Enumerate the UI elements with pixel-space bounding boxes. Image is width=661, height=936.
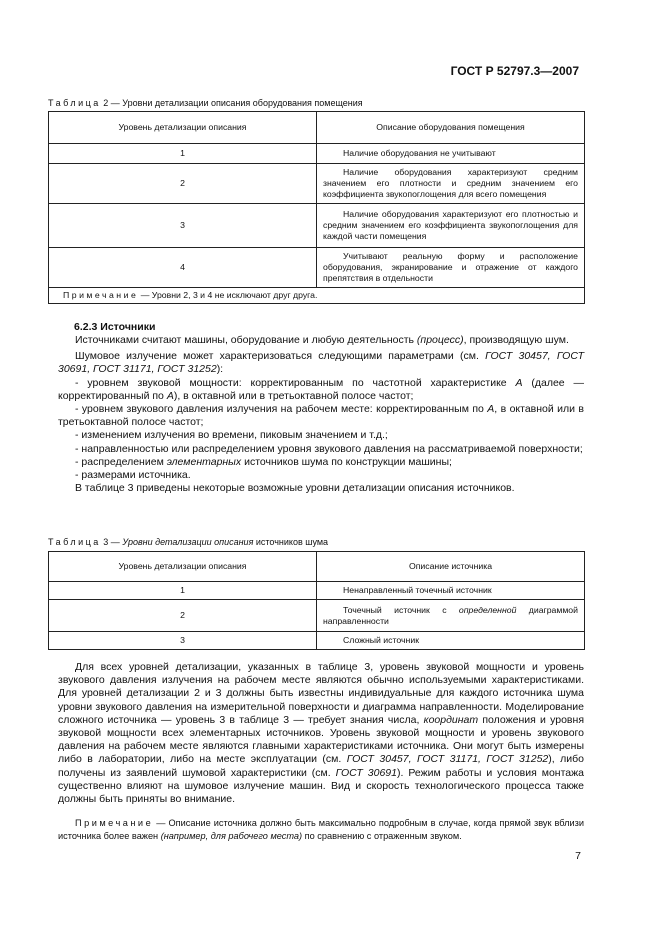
- table3-header-desc: Описание источника: [317, 552, 585, 582]
- table3: [48, 551, 585, 650]
- table-row: 2 Наличие оборудования характеризуют средним значением его плотности и средним значением его коэффициента звукопоглощения для всего помещения: [49, 164, 585, 204]
- table2: [48, 111, 585, 304]
- table3-caption: Таблица 3 — Уровни детализации описания источников шума: [48, 537, 329, 547]
- table2-header-level: Уровень детализации описания: [49, 112, 317, 144]
- final-paragraph: Для всех уровней детализации, указанных в таблице 3, уровень звуковой мощности и уровень звукового давления излучения на рабочем месте являются обычно используемыми характеристиками. Для уровней детализации 2 и 3 должны быть известны индивидуальные для каждого источника шума уровни звукового давления на измерительной поверхности и диаграмма направленности. Моделирование сложного источника — уровень 3 в таблице 3 — требует знания числа, координат положения и уровня звуковой мощности всех элементарных источников. Уровень звуковой мощности и уровень звукового давления на рабочем месте являются главными характеристиками источника. Они могут быть измерены либо в лаборатории, либо на месте эксплуатации (см. ГОСТ 30457, ГОСТ 31171, ГОСТ 31252), либо получены из заявлений шумовой характеристики (см. ГОСТ 30691). Режим работы и условия монтажа существенно влияют на шумовое излучение машин. Вид и скорость технологического процесса также должны быть приняты во внимание.: [58, 661, 585, 806]
- document-code: ГОСТ Р 52797.3—2007: [450, 64, 579, 78]
- table2-header-desc: Описание оборудования помещения: [317, 112, 585, 144]
- sources-text: Источниками считают машины, оборудование и любую деятельность (процесс), производящую шум. Шумовое излучение может характеризоваться следующими параметрами (см. ГОСТ 30457, ГОСТ 30691, ГОСТ 31171, ГОСТ 31252): - уровнем звуковой мощности: корректированным по частотной характеристике А (далее — корректированный по А), в октавной или в третьоктавной полосе частот; - уровнем звукового давления излучения на рабочем месте: корректированным по А, в октавной или в третьоктавной полосе частот; - изменением излучения во времени, пиковым значением и т.д.; - направленностью или распределением уровня звукового давления на рассматриваемой поверхности; - распределением элементарных источников шума по конструкции машины; - размерами источника. В таблице 3 приведены некоторые возможные уровни детализации описания источников.: [58, 334, 584, 495]
- table-row: 1 Ненаправленный точечный источник: [49, 582, 585, 600]
- table-row: 3 Сложный источник: [49, 632, 585, 650]
- table-row: 3 Наличие оборудования характеризуют его плотностью и средним значением его коэффициента звукопоглощения для каждой части помещения: [49, 204, 585, 248]
- table-row: 2 Точечный источник с определенной диаграммой направленности: [49, 600, 585, 632]
- table2-caption: Таблица 2 — Уровни детализации описания оборудования помещения: [48, 98, 363, 108]
- section-title: 6.2.3 Источники: [74, 321, 156, 333]
- table2-note: Примечание — Уровни 2, 3 и 4 не исключают друг друга.: [49, 288, 585, 304]
- page-number: 7: [575, 850, 581, 862]
- footnote: Примечание — Описание источника должно быть максимально подробным в случае, когда прямой звук вблизи источника более важен (например, для рабочего места) по сравнению с отраженным звуком.: [58, 818, 584, 841]
- table3-header-level: Уровень детализации описания: [49, 552, 317, 582]
- table-row: 1 Наличие оборудования не учитывают: [49, 144, 585, 164]
- table-row: 4 Учитывают реальную форму и расположение оборудования, экранирование и отражение от каждого препятствия в отдельности: [49, 248, 585, 288]
